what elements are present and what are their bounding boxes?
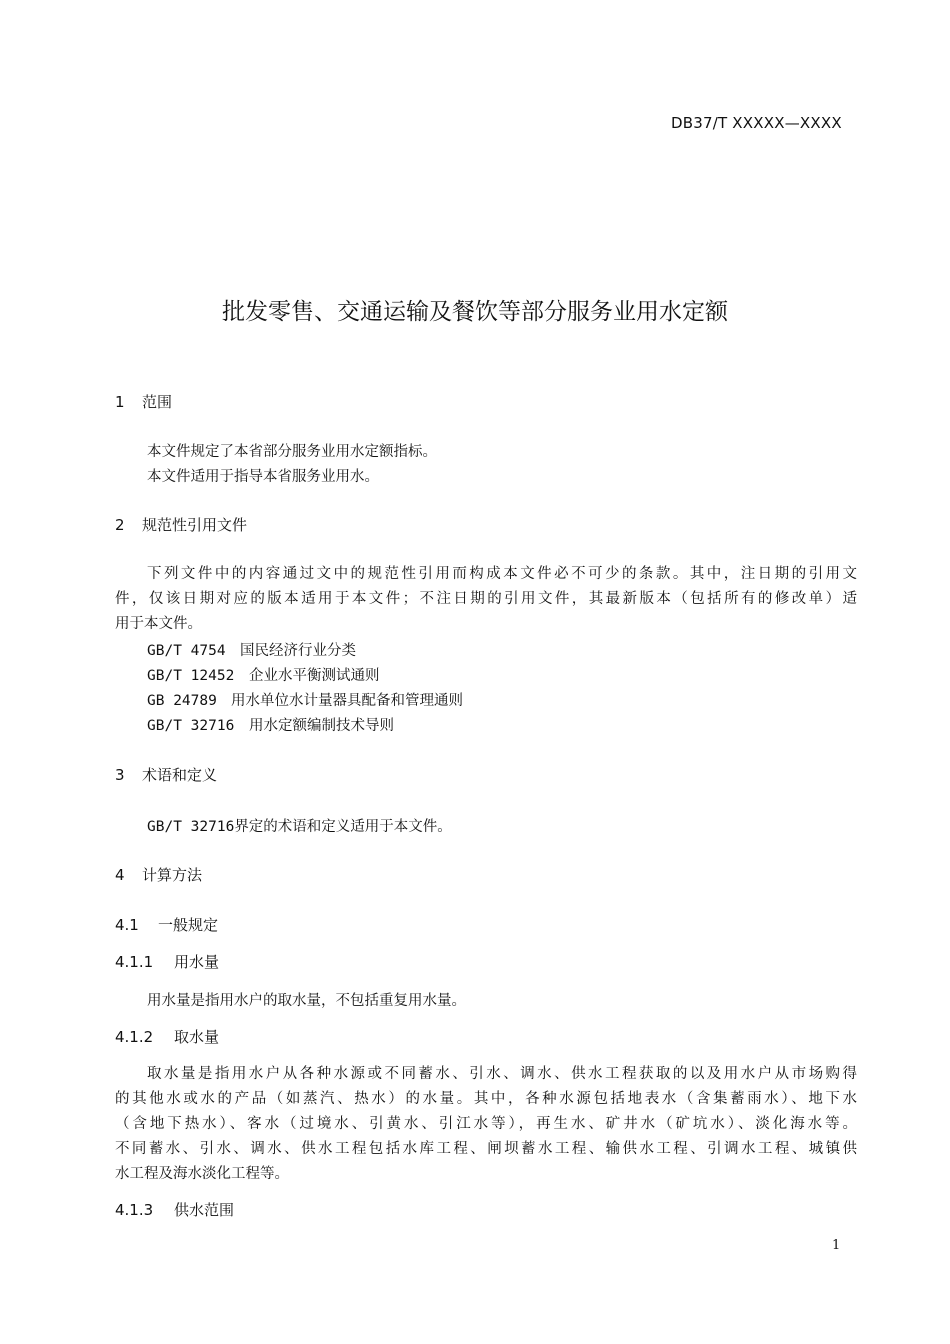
paragraph-line: 不同蓄水、引水、调水、供水工程包括水库工程、闸坝蓄水工程、输供水工程、引调水工程、城镇供 bbox=[115, 1141, 857, 1157]
paragraph-line: （含地下热水）、客水（过境水、引黄水、引江水等），再生水、矿井水（矿坑水）、淡化海水等。 bbox=[115, 1116, 857, 1132]
reference-item bbox=[147, 689, 463, 710]
section-title: 范围 bbox=[142, 393, 173, 411]
paragraph-line: 的其他水或水的产品（如蒸汽、热水）的水量。其中，各种水源包括地表水（含集蓄雨水）、地下水 bbox=[115, 1091, 857, 1107]
section-number: 4.1 bbox=[115, 916, 139, 934]
reference-name: 国民经济行业分类 bbox=[240, 643, 356, 659]
section-number: 4.1.2 bbox=[115, 1028, 154, 1046]
section-1-heading bbox=[115, 391, 172, 412]
section-number: 4 bbox=[115, 866, 125, 884]
section-number: 4.1.1 bbox=[115, 953, 154, 971]
reference-name: 用水单位水计量器具配备和管理通则 bbox=[231, 693, 463, 709]
reference-name: 用水定额编制技术导则 bbox=[249, 718, 394, 734]
reference-code: GB/T 12452 bbox=[147, 668, 235, 684]
section-title: 用水量 bbox=[174, 953, 220, 971]
section-title: 一般规定 bbox=[158, 916, 219, 934]
paragraph-line: 取水量是指用水户从各种水源或不同蓄水、引水、调水、供水工程获取的以及用水户从市场购得 bbox=[147, 1066, 857, 1082]
subsection-4-1-heading bbox=[115, 914, 218, 935]
section-title: 计算方法 bbox=[142, 866, 203, 884]
paragraph-line bbox=[147, 815, 452, 836]
reference-code: GB/T 32716 bbox=[147, 819, 235, 835]
section-title: 术语和定义 bbox=[142, 766, 218, 784]
reference-item bbox=[147, 714, 394, 735]
section-3-heading bbox=[115, 764, 217, 785]
reference-name: 企业水平衡测试通则 bbox=[249, 668, 380, 684]
paragraph-line: 水工程及海水淡化工程等。 bbox=[115, 1166, 289, 1182]
section-number: 4.1.3 bbox=[115, 1201, 154, 1219]
section-number: 3 bbox=[115, 766, 125, 784]
section-title: 供水范围 bbox=[174, 1201, 235, 1219]
reference-item bbox=[147, 664, 380, 685]
paragraph-line: 下列文件中的内容通过文中的规范性引用而构成本文件必不可少的条款。其中，注日期的引用文 bbox=[147, 566, 857, 582]
subsection-4-1-3-heading bbox=[115, 1199, 234, 1220]
paragraph bbox=[115, 1062, 857, 1187]
section-number: 1 bbox=[115, 393, 125, 411]
paragraph-line: 件，仅该日期对应的版本适用于本文件；不注日期的引用文件，其最新版本（包括所有的修改单）适 bbox=[115, 591, 857, 607]
section-title: 取水量 bbox=[174, 1028, 220, 1046]
reference-code: GB/T 4754 bbox=[147, 643, 226, 659]
subsection-4-1-1-heading bbox=[115, 951, 219, 972]
reference-code: GB 24789 bbox=[147, 693, 217, 709]
paragraph-line: 用于本文件。 bbox=[115, 616, 202, 632]
paragraph-line: 本文件适用于指导本省服务业用水。 bbox=[147, 469, 379, 485]
paragraph bbox=[115, 562, 857, 637]
paragraph-line: 用水量是指用水户的取水量，不包括重复用水量。 bbox=[147, 993, 466, 1009]
reference-code: GB/T 32716 bbox=[147, 718, 235, 734]
page-number: 1 bbox=[832, 1238, 841, 1253]
section-4-heading bbox=[115, 864, 202, 885]
section-title: 规范性引用文件 bbox=[142, 516, 248, 534]
subsection-4-1-2-heading bbox=[115, 1026, 219, 1047]
paragraph-text: 界定的术语和定义适用于本文件。 bbox=[234, 819, 452, 835]
paragraph-line: 本文件规定了本省部分服务业用水定额指标。 bbox=[147, 444, 437, 460]
document-title: 批发零售、交通运输及餐饮等部分服务业用水定额 bbox=[222, 299, 728, 325]
document-code: DB37/T XXXXX—XXXX bbox=[671, 114, 842, 132]
section-2-heading bbox=[115, 514, 247, 535]
section-number: 2 bbox=[115, 516, 125, 534]
reference-item bbox=[147, 639, 356, 660]
